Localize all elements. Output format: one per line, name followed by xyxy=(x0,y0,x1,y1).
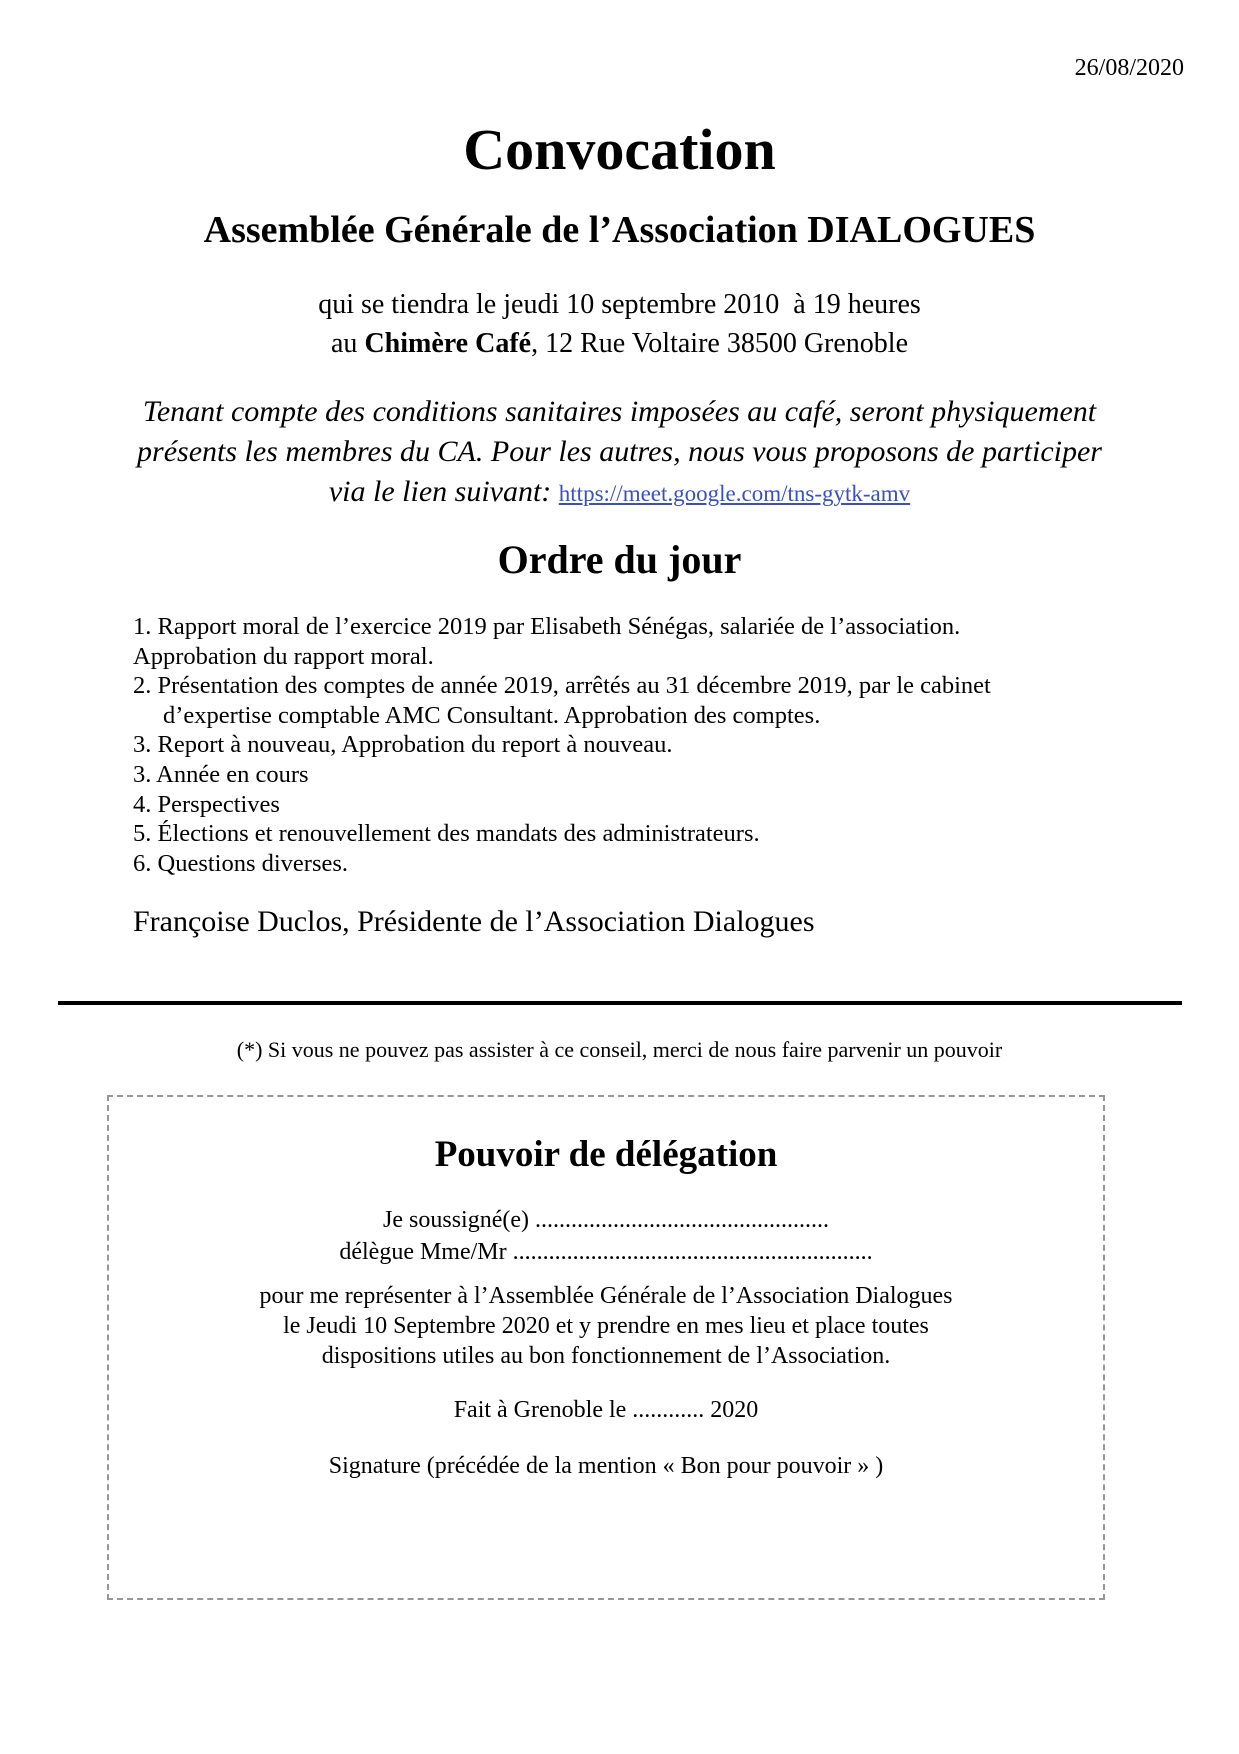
event-venue-line xyxy=(0,324,1239,363)
sanitary-notice xyxy=(0,392,1239,514)
footnote: (*) Si vous ne pouvez pas assister à ce conseil, merci de nous faire parvenir un pouvoir xyxy=(236,1037,1003,1062)
notice-line-2: présents les membres du CA. Pour les autres, nous vous proposons de participer xyxy=(137,435,1102,468)
pouvoir-title: Pouvoir de délégation xyxy=(434,1134,778,1175)
agenda-list xyxy=(133,612,1163,878)
agenda-item: 2. Présentation des comptes de année 2019, arrêtés au 31 décembre 2019, par le cabinet xyxy=(133,672,991,700)
agenda-item: 5. Élections et renouvellement des mandats des administrateurs. xyxy=(133,820,760,848)
notice-line-3 xyxy=(0,472,1239,514)
divider xyxy=(58,1001,1182,1005)
agenda-item: d’expertise comptable AMC Consultant. Approbation des comptes. xyxy=(163,701,821,729)
notice-line-1: Tenant compte des conditions sanitaires imposées au café, seront physiquement xyxy=(142,395,1097,428)
pouvoir-box xyxy=(107,1095,1105,1600)
agenda-item: 6. Questions diverses. xyxy=(133,849,349,877)
signature-line: Signature (précédée de la mention « Bon pour pouvoir » ) xyxy=(328,1453,884,1479)
agenda-item: 3. Report à nouveau, Approbation du report à nouveau. xyxy=(133,731,673,759)
notice-link-prefix: via le lien suivant: xyxy=(328,475,559,508)
je-soussigne-line: Je soussigné(e) ................................................. xyxy=(383,1207,829,1233)
agenda-item: 3. Année en cours xyxy=(133,760,309,788)
venue-name: Chimère Café xyxy=(364,328,532,359)
agenda-item: 1. Rapport moral de l’exercice 2019 par Elisabeth Sénégas, salariée de l’association. xyxy=(133,613,961,640)
fait-a-line: Fait à Grenoble le ............ 2020 xyxy=(453,1397,759,1423)
document-subtitle: Assemblée Générale de l’Association DIALOGUES xyxy=(203,209,1036,251)
document-date: 26/08/2020 xyxy=(1074,55,1184,81)
event-date-line: qui se tiendra le jeudi 10 septembre 2010 à 19 heures xyxy=(318,289,921,320)
agenda-item: Approbation du rapport moral. xyxy=(133,642,434,670)
event-details xyxy=(0,285,1239,363)
pouvoir-para-line-2: le Jeudi 10 Septembre 2020 et y prendre en mes lieu et place toutes xyxy=(283,1313,929,1339)
agenda-title: Ordre du jour xyxy=(497,537,742,582)
pouvoir-para-line-3: dispositions utiles au bon fonctionnement de l’Association. xyxy=(321,1343,891,1369)
agenda-item: 4. Perspectives xyxy=(133,790,280,818)
delegue-line: délègue Mme/Mr ............................................................ xyxy=(339,1239,873,1265)
signoff-line: Françoise Duclos, Présidente de l’Association Dialogues xyxy=(133,905,815,938)
meet-link[interactable]: https://meet.google.com/tns-gytk-amv xyxy=(558,481,911,506)
venue-prefix: au xyxy=(331,328,365,359)
venue-address: , 12 Rue Voltaire 38500 Grenoble xyxy=(531,328,908,359)
pouvoir-paragraph xyxy=(109,1281,1103,1371)
pouvoir-para-line-1: pour me représenter à l’Assemblée Générale de l’Association Dialogues xyxy=(259,1283,953,1309)
document-title: Convocation xyxy=(463,117,776,182)
